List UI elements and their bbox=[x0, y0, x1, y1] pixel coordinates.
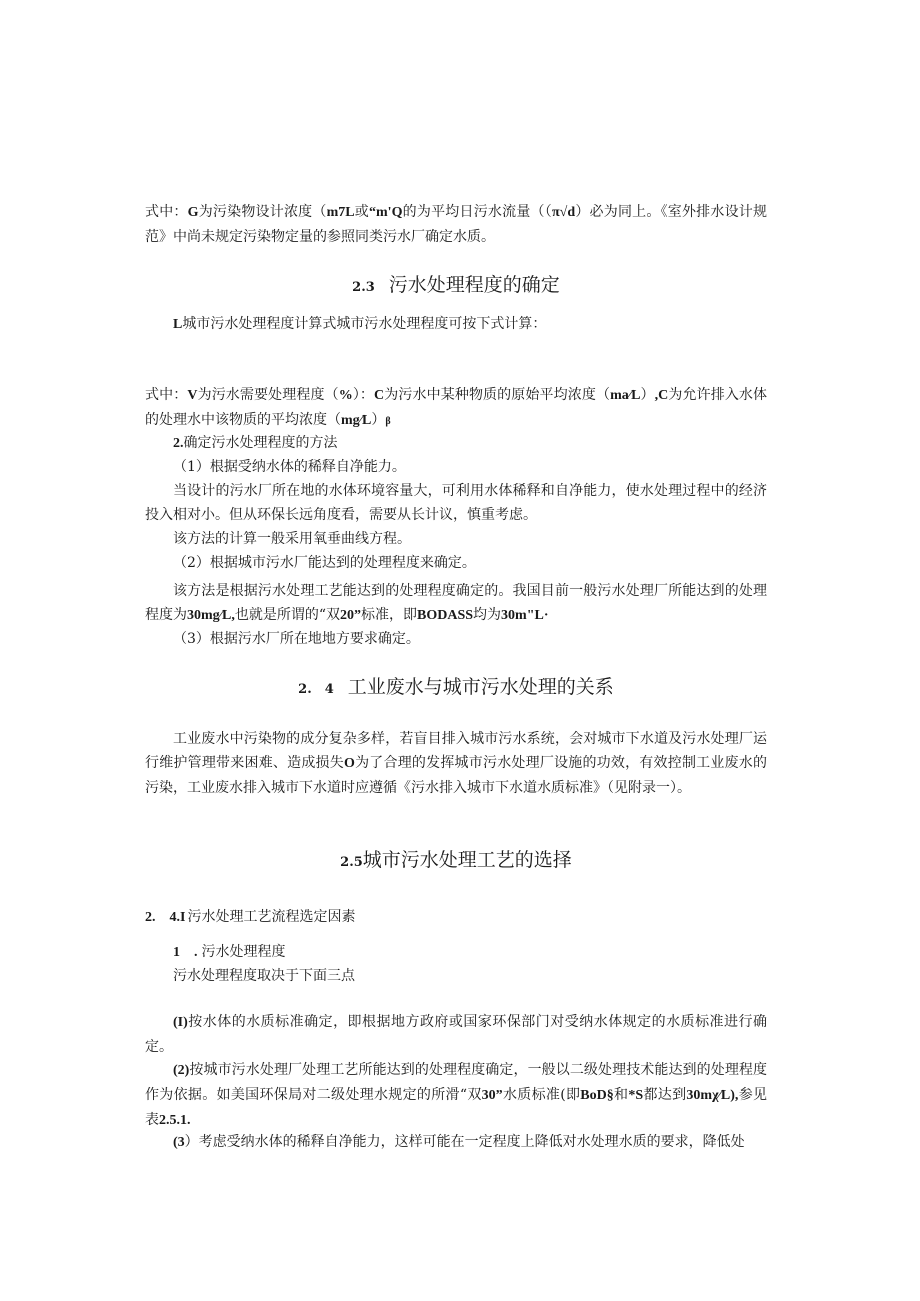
paragraph-formula-note-1: 式中：G为污染物设计浓度（m7L或“m'Q的为平均日污水流量（（π√d）必为同上。《室外排水设计规范》中尚未规定污染物定量的参照同类污水厂确定水质。 bbox=[145, 204, 768, 245]
paragraph-industrial-wastewater: 工业废水中污染物的成分复杂多样，若盲目排入城市污水系统，会对城市下水道及污水处理厂运行维护管理带来困难、造成损失O为了合理的发挥城市污水处理厂设施的功效，有效控制工业废水的污染，工业废水排入城市下水道时应遵循《污水排入城市下水道水质标准》（见附录一）。 bbox=[145, 731, 768, 796]
paragraph-method-heading: 2.确定污水处理程度的方法 bbox=[173, 435, 338, 451]
subsection-heading-2-4-1: 2. 4.I 污水处理工艺流程选定因素 bbox=[145, 909, 356, 925]
section-heading-2-4: 2. 4 工业废水与城市污水处理的关系 bbox=[298, 676, 614, 698]
section-heading-2-3: 2.3 污水处理程度的确定 bbox=[352, 274, 560, 296]
section-heading-2-5: 2.5城市污水处理工艺的选择 bbox=[340, 849, 572, 871]
paragraph-method-2-detail: 该方法是根据污水处理工艺能达到的处理程度确定的。我国目前一般污水处理厂所能达到的处理程度为30mg∕L,也就是所谓的“双20”标准，即BODASS均为30m"L· bbox=[145, 583, 767, 623]
paragraph-point-1: (I)按水体的水质标准确定，即根据地方政府或国家环保部门对受纳水体规定的水质标准进行确定。 bbox=[145, 1014, 767, 1055]
paragraph-three-points: 污水处理程度取决于下面三点 bbox=[173, 968, 355, 984]
paragraph-method-1: （1）根据受纳水体的稀释自净能力。 bbox=[173, 459, 406, 475]
paragraph-formula-note-2: 式中：V为污水需要处理程度（%）：C为污水中某种物质的原始平均浓度（ma∕L）,C为允许排入水体的处理水中该物质的平均浓度（mg∕L）β bbox=[145, 387, 768, 428]
paragraph-method-1-calc: 该方法的计算一般采用氧垂曲线方程。 bbox=[173, 531, 411, 547]
paragraph-item-1: 1 . 污水处理程度 bbox=[173, 944, 286, 960]
paragraph-calc-formula: L城市污水处理程度计算式城市污水处理程度可按下式计算： bbox=[173, 316, 547, 332]
paragraph-method-3: （3）根据污水厂所在地地方要求确定。 bbox=[173, 631, 420, 647]
paragraph-method-1-detail: 当设计的污水厂所在地的水体环境容量大，可利用水体稀释和自净能力，使水处理过程中的经济投入相对小。但从环保长远角度看，需要从长计议，慎重考虑。 bbox=[145, 483, 767, 523]
paragraph-point-3: (3）考虑受纳水体的稀释自净能力，这样可能在一定程度上降低对水处理水质的要求，降低处 bbox=[173, 1134, 745, 1150]
paragraph-method-2: （2）根据城市污水厂能达到的处理程度来确定。 bbox=[173, 555, 476, 571]
paragraph-point-2: (2)按城市污水处理厂处理工艺所能达到的处理程度确定，一般以二级处理技术能达到的处理程度作为依据。如美国环保局对二级处理水规定的所滑“双30”水质标准(即BoD§和*S都达到30mχ∕L),参见表2.5.1. bbox=[145, 1062, 768, 1128]
